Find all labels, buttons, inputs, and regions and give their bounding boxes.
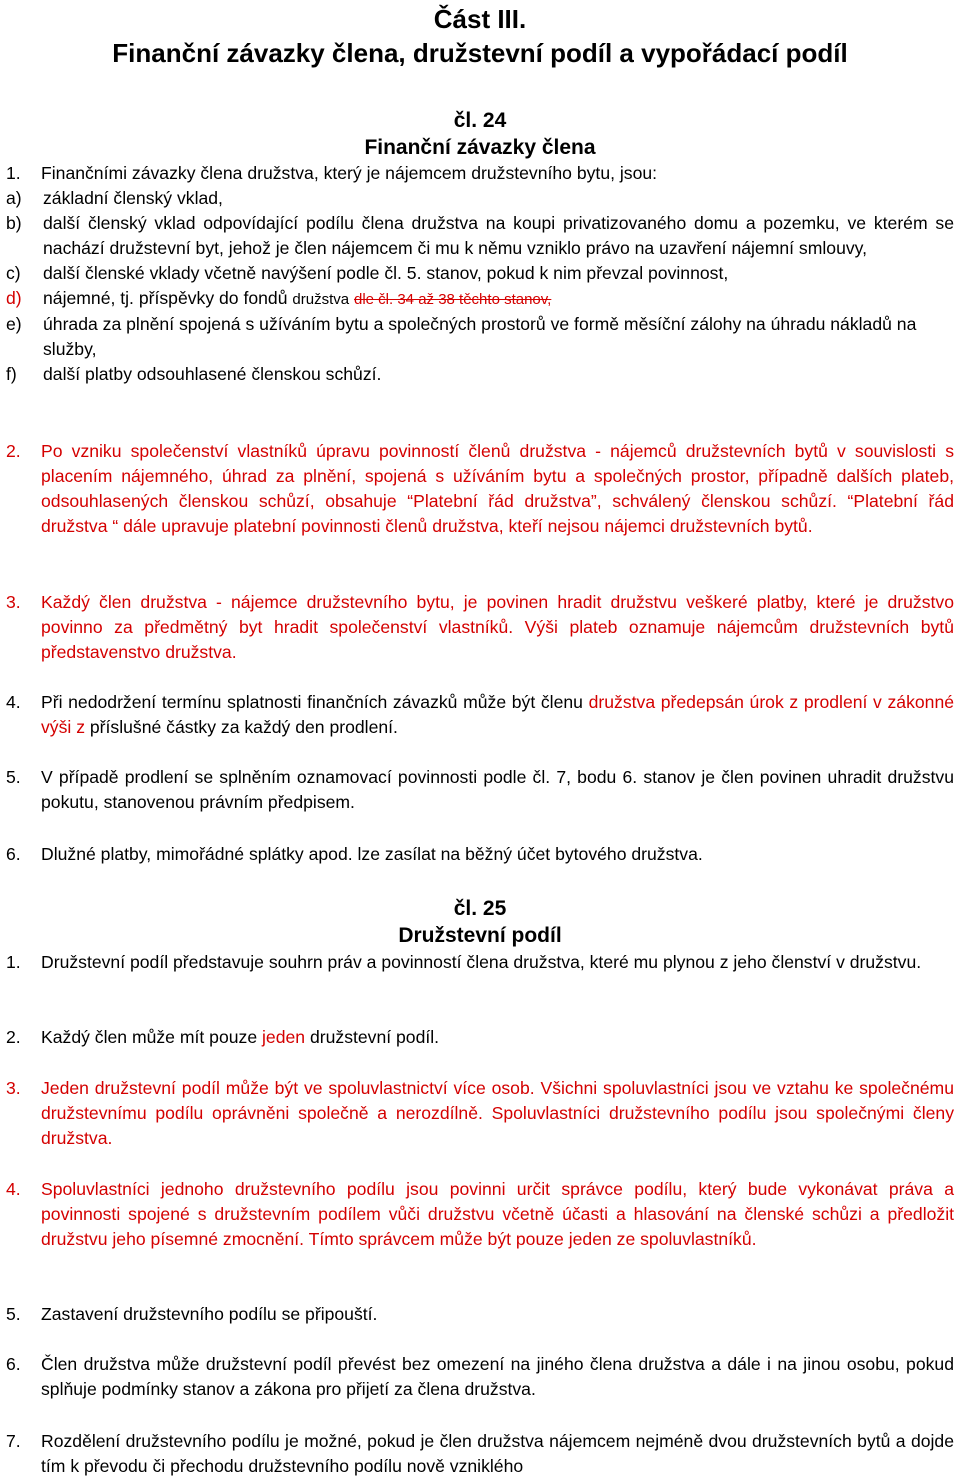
paragraph-25-1: 1. Družstevní podíl představuje souhrn práv a povinností člena družstva, které mu plynou z jeho členství v družstvu. xyxy=(6,952,922,972)
paragraph-24-3: 3. Každý člen družstva - nájemce družstevního bytu, je povinen hradit družstvu veškeré platby, které je družstvo povinno za předmětný byt hradit společenství vlastníků. Výši plateb oznamuje nájemcům družstevních bytů představenstvo družstva. xyxy=(6,592,954,662)
paragraph-25-6: 6. Člen družstva může družstevní podíl převést bez omezení na jiného člena družstva a dále i na jinou osobu, pokud splňuje podmínky stanov a zákona pro přijetí za člena družstva. xyxy=(6,1354,954,1399)
paragraph-25-2: 2. Každý člen může mít pouze jeden družstevní podíl. xyxy=(6,1027,440,1047)
article-25-header xyxy=(0,895,960,949)
list-item: c) další členské vklady včetně navýšení podle čl. 5. stanov, pokud k nim převzal povinnost, xyxy=(6,263,729,283)
part-title: Část III. xyxy=(433,4,527,34)
paragraph-number: 1. xyxy=(6,163,21,183)
list-item: f) další platby odsouhlasené členskou schůzí. xyxy=(6,364,382,384)
article-24-header xyxy=(0,107,960,161)
paragraph-intro: Finančními závazky člena družstva, který je nájemcem družstevního bytu, jsou: xyxy=(41,163,658,183)
list-item: b) další členský vklad odpovídající podílu člena družstva na koupi privatizovaného domu a pozemku, ve kterém se nachází družstevní byt, jehož je člen nájemcem či mu k němu vzniklo právo na uzavření nájemní smlouvy, xyxy=(6,213,954,258)
paragraph-25-7: 7. Rozdělení družstevního podílu je možné, pokud je člen družstva nájemcem nejméně dvou družstevních bytů a dojde tím k převodu či přechodu družstevního podílu nově vzniklého xyxy=(6,1431,954,1476)
paragraph-24-4: 4. Při nedodržení termínu splatnosti finančních závazků může být členu družstva předepsán úrok z prodlení v zákonné výši z příslušné částky za každý den prodlení. xyxy=(6,692,955,737)
paragraph-24-1 xyxy=(6,161,954,387)
article-number: čl. 25 xyxy=(453,897,507,920)
list-item: e) úhrada za plnění spojená s užíváním bytu a společných prostorů ve formě měsíční zálohy na úhradu nákladů na služby, xyxy=(6,314,917,359)
paragraph-24-6: 6. Dlužné platby, mimořádné splátky apod. lze zasílat na běžný účet bytového družstva. xyxy=(6,844,703,864)
paragraph-25-4: 4. Spoluvlastníci jednoho družstevního podílu jsou povinni určit správce podílu, který bude vykonávat práva a povinnosti spojené s družstevním podílem vůči družstvu včetně účasti a hlasování na členské schůzi a předložit družstvu jeho písemné zmocnění. Tímto správcem může být pouze jeden ze spoluvlastníků. xyxy=(6,1179,954,1249)
paragraph-24-5: 5. V případě prodlení se splněním oznamovací povinnosti podle čl. 7, bodu 6. stanov je člen povinen uhradit družstvu pokutu, stanovenou právním předpisem. xyxy=(6,767,954,812)
paragraph-25-5: 5. Zastavení družstevního podílu se připouští. xyxy=(6,1304,378,1324)
article-number: čl. 24 xyxy=(453,109,507,132)
article-title: Finanční závazky člena xyxy=(364,136,596,159)
paragraph-25-3: 3. Jeden družstevní podíl může být ve spoluvlastnictví více osob. Všichni spoluvlastníci jsou ve vztahu ke společnému družstevnímu podílu oprávněni společně a nerozdílně. Spoluvlastníci družstevního podílu jsou společnými členy družstva. xyxy=(6,1078,954,1148)
part-subtitle: Finanční závazky člena, družstevní podíl a vypořádací podíl xyxy=(112,38,848,68)
part-header xyxy=(0,2,960,70)
paragraph-24-2: 2. Po vzniku společenství vlastníků úpravu povinností členů družstva - nájemců družstevních bytů v souvislosti s placením nájemného, úhrad za plnění, spojená s užíváním bytu a společných prostor, případně dalších plateb, odsouhlasených členskou schůzí, obsahuje “Platební řád družstva”, schválený členskou schůzí. “Platební řád družstva “ dále upravuje platební povinnosti členů družstva, kteří nejsou nájemci družstevních bytů. xyxy=(6,441,954,536)
list-item: a) základní členský vklad, xyxy=(6,188,223,208)
list-item: d) nájemné, tj. příspěvky do fondů družstva dle čl. 34 až 38 těchto stanov, xyxy=(6,288,552,308)
deleted-text: dle čl. 34 až 38 těchto stanov, xyxy=(353,291,552,308)
article-title: Družstevní podíl xyxy=(398,924,562,947)
